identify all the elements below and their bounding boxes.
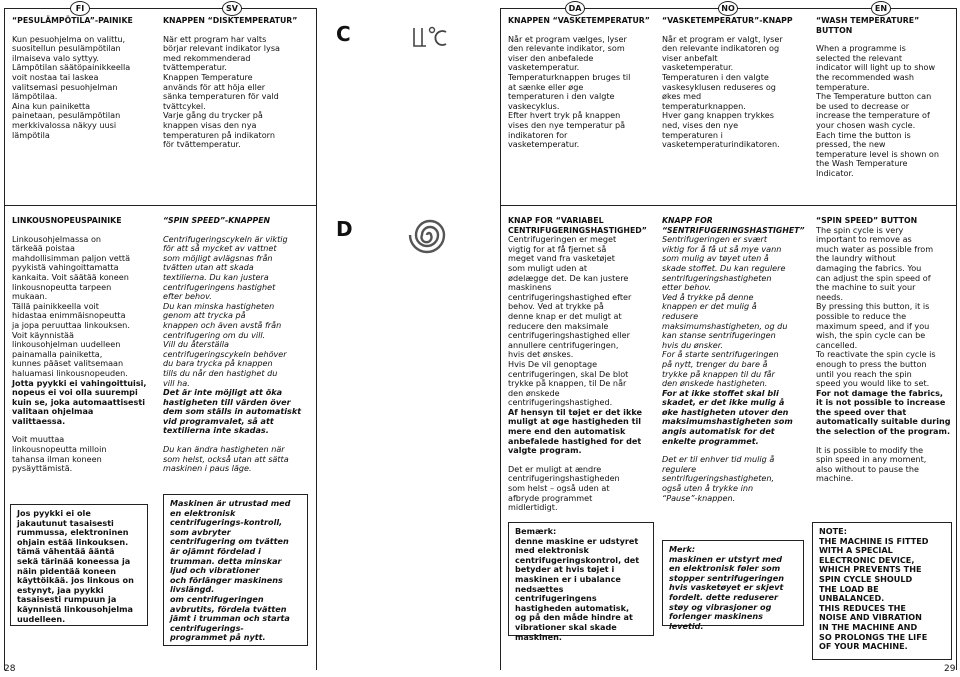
no-spin-box-text: maskinen er utstyrt med en elektronisk føler som stopper sentrifugeringen hvis vasketøyet er skjevt fordelt. dette reduserer støy og vibrasjoner og forlenger maskinens levetid.: [669, 553, 784, 631]
fi-spin-note: Voit muuttaa linkousnopeutta milloin tahansa ilman koneen pysäyttämistä.: [12, 434, 107, 474]
da-temperature-text: Når et program vælges, lyser den relevante indikator, som viser den anbefalede vasketemperatur. Temperaturknappen bruges til at sænke eller øge temperaturen i den valgte vaskecyklus. Efter hvert tryk på knappen vises den nye temperatur på indikatoren for vasketemperatur.: [508, 33, 631, 150]
sv-spin-text: Centrifugeringscykeln är viktig för att så mycket av vattnet som möjligt avlägsnas från tvätten utan att skada textilierna. Du kan justera centrifugeringens hastighet efter behov. Du kan minska hastigheten genom att trycka på knappen och även avstå från centrifugering om du vill. Vill du återställa centrifugeringscykeln behöver du bara trycka på knappen tills du når den hastighet du vill ha.: [163, 233, 288, 388]
en-spin-box-text: NOTE: THE MACHINE IS FITTED WITH A SPECIAL ELECTRONIC DEVICE, WHICH PREVENTS THE SPIN CYCLE SHOULD THE LOAD BE UNBALANCED. THIS REDUCES THE NOISE AND VIBRATION IN THE MACHINE AND SO PROLONGS THE LIFE OF YOUR MACHINE.: [819, 526, 929, 652]
middle-rule-right: [500, 205, 956, 206]
fi-spin-box: [10, 504, 148, 626]
sv-temperature-heading: KNAPPEN “DISKTEMPERATUR”: [163, 16, 298, 25]
top-rule-left: [4, 8, 316, 9]
flag-da: DA: [565, 1, 585, 16]
en-spin-note: It is possible to modify the spin speed in any moment, also without to pause the machine.: [816, 444, 927, 484]
da-spin-text: Centrifugeringen er meget vigtig for at få fjernet så meget vand fra vasketøjet som muligt uden at ødelægge det. De kan justere maskinens centrifugeringshastighed efter behov. Ved at trykke på denne knap er det muligt at reducere den maksimale centrifugeringshastighed eller annullere centrifugeringen, hvis det ønskes. Hvis De vil genoptage centrifugeringen, skal De blot trykke på knappen, til De når den ønskede centrifugeringshastighed.: [508, 234, 632, 408]
sv-spin-warning: Det är inte möjligt att öka hastigheten till värden över dem som ställs in automatiskt vid programvalet, så att textilierna inte skadas.: [163, 387, 302, 436]
en-temperature-section: [816, 16, 954, 179]
no-temperature-heading: “VASKETEMPERATUR”-KNAPP: [662, 16, 793, 25]
left-page-divider: [316, 8, 317, 670]
sv-temperature-text: När ett program har valts börjar relevant indikator lysa med rekommenderad tvättemperatur. Knappen Temperature används för att höja eller sänka temperaturen för vald tvättcykel. Varje gång du trycker på knappen visas den nya temperaturen på indikatorn för tvättemperatur.: [163, 33, 281, 150]
da-temperature-heading: KNAPPEN “VASKETEMPERATUR”: [508, 16, 650, 25]
da-spin-warning: Af hensyn til tøjet er det ikke muligt at øge hastigheden til mere end den automatisk anbefalede hastighed for det valgte program.: [508, 406, 642, 456]
flag-en: EN: [871, 1, 891, 16]
no-spin-section: [662, 216, 810, 503]
en-spin-warning: For not damage the fabrics, it is not possible to increase the speed over that automatically suitable during the selection of the program.: [816, 387, 951, 437]
en-temperature-text: When a programme is selected the relevant indicator will light up to show the recommended wash temperature. The Temperature button can be used to decrease or increase the temperature of your chosen wash cycle. Each time the button is pressed, the new temperature level is shown on the Wash Temperature Indicator.: [816, 43, 940, 178]
section-letter-d: D: [336, 217, 353, 241]
no-spin-box-title: Merk:: [669, 544, 696, 554]
left-outer-rule: [4, 8, 5, 670]
en-spin-heading: “SPIN SPEED” BUTTON: [816, 216, 918, 225]
flag-sv: SV: [222, 1, 242, 16]
sv-spin-section: [163, 216, 313, 474]
sv-spin-box: [163, 494, 308, 646]
section-letter-c: C: [336, 22, 351, 46]
en-spin-section: [816, 216, 954, 484]
no-spin-note: Det er til enhver tid mulig å regulere sentrifugeringshastigheten, også uten å trykke inn “Pause”-knappen.: [662, 454, 775, 503]
da-spin-section: [508, 216, 656, 513]
flag-fi: FI: [70, 1, 90, 16]
no-spin-box: [662, 540, 804, 631]
fi-temperature-heading: “PESULÄMPÖTILA”-PAINIKE: [12, 16, 133, 25]
fi-spin-warning: Jotta pyykki ei vahingoittuisi, nopeus ei voi olla suurempi kuin se, joka automaattisesti valitaan ohjelmaa valittaessa.: [12, 377, 147, 426]
en-spin-box: [812, 522, 952, 660]
flag-no: NO: [718, 1, 738, 16]
fi-spin-text: Linkousohjelmassa on tärkeää poistaa mahdollisimman paljon vettä pyykistä vahingoittamatta kankaita. Voit säätää koneen linkousnopeutta tarpeen mukaan. Tällä painikkeella voit hidastaa enimmäisnopeutta ja jopa peruuttaa linkouksen. Voit käynnistää linkousohjelman uudelleen painamalla painiketta, kunnes pääset valitsemaan haluamasi linkousnopeuden.: [12, 233, 131, 378]
da-spin-box-title: Bemærk:: [515, 526, 557, 536]
sv-spin-box-text: Maskinen är utrustad med en elektronisk centrifugerings-kontroll, som avbryter centrifugering om tvätten är ojämnt fördelad i trumman. detta minskar ljud och vibrationer och förlänger maskinens livslängd. om centrifugeringen avbrutits, fördela tvätten jämt i trumman och starta centrifugerings- programmet på nytt.: [170, 498, 291, 643]
fi-temperature-text: Kun pesuohjelma on valittu, suositellun pesulämpötilan ilmaiseva valo syttyy. Lämpötilan säätöpainikkeella voit nostaa tai laskea valitsemasi pesuohjelman lämpötilaa. Aina kun painiketta painetaan, pesulämpötilan merkkivalossa näkyy uusi lämpötila: [12, 33, 131, 140]
no-spin-text: Sentrifugeringen er svært viktig for å få ut så mye vann som mulig av tøyet uten å skade stoffet. Du kan regulere sentrifugeringshastigheten etter behov. Ved å trykke på denne knappen er det mulig å redusere maksimumshastigheten, og du kan stanse sentrifugeringen hvis du ønsker. For å starte sentrifugeringen på nytt, trenger du bare å trykke på knappen til du får den ønskede hastigheten.: [662, 234, 788, 389]
da-spin-heading: KNAP FOR “VARIABEL CENTRIFUGERINGSHASTIGHED”: [508, 216, 647, 235]
middle-rule-left: [4, 205, 316, 206]
sv-temperature-section: [163, 16, 311, 150]
no-spin-warning: For at ikke stoffet skal bli skadet, er det ikke mulig å øke hastigheten utover den maksimumshastigheten som angis automatisk for det enkelte programmet.: [662, 387, 793, 446]
thermometer-degree-icon: [410, 22, 450, 52]
spin-spiral-icon: [408, 214, 450, 256]
fi-spin-heading: LINKOUSNOPEUSPAINIKE: [12, 216, 122, 225]
en-temperature-heading: “WASH TEMPERATURE” BUTTON: [816, 16, 922, 35]
da-spin-note: Det er muligt at ændre centrifugeringshastigheden som helst – også uden at afbryde programmet midlertidigt.: [508, 463, 620, 513]
no-spin-heading: KNAPP FOR “SENTRIFUGERINGSHASTIGHET”: [662, 216, 805, 235]
right-page-divider: [500, 8, 501, 670]
no-temperature-text: Når et program er valgt, lyser den relevante indikatoren og viser anbefalt vasketemperatur. Temperaturen i den valgte vaskesyklusen reduseres og økes med temperaturknappen. Hver gang knappen trykkes ned, vises den nye temperaturen i vasketemperaturindikatoren.: [662, 33, 783, 150]
sv-spin-note: Du kan ändra hastigheten när som helst, också utan att sätta maskinen i paus läge.: [163, 444, 289, 474]
fi-spin-section: [12, 216, 154, 474]
no-temperature-section: [662, 16, 808, 150]
en-spin-text: The spin cycle is very important to remove as much water as possible from the laundry without damaging the fabrics. You can adjust the spin speed of the machine to suit your needs. By pressing this button, it is possible to reduce the maximum speed, and if you wish, the spin cycle can be cancelled. To reactivate the spin cycle is enough to press the button until you reach the spin speed you would like to set.: [816, 224, 936, 389]
right-outer-rule: [956, 8, 957, 670]
fi-temperature-section: [12, 16, 154, 140]
da-spin-box: [508, 522, 654, 642]
page-number-left: 28: [4, 664, 16, 674]
sv-spin-heading: “SPIN SPEED”-KNAPPEN: [163, 216, 271, 225]
da-spin-box-text: denne maskine er udstyret med elektronisk centrifugeringskontrol, det betyder at hvis tøjet i maskinen er i ubalance nedsættes centrifugeringens hastigheden automatisk, og på den måde hindre at vibrationer skal skade maskinen.: [515, 535, 640, 642]
page-number-right: 29: [944, 664, 956, 674]
da-temperature-section: [508, 16, 654, 150]
fi-spin-box-text: Jos pyykki ei ole jakautunut tasaisesti rummussa, elektroninen ohjain estää linkouksen. tämä vähentää ääntä sekä tärinää koneessa ja näin pidentää koneen käyttöikää. jos linkous on estynyt, jaa pyykki tasaisesti rumpuun ja käynnistä linkousohjelma uudelleen.: [17, 508, 134, 624]
